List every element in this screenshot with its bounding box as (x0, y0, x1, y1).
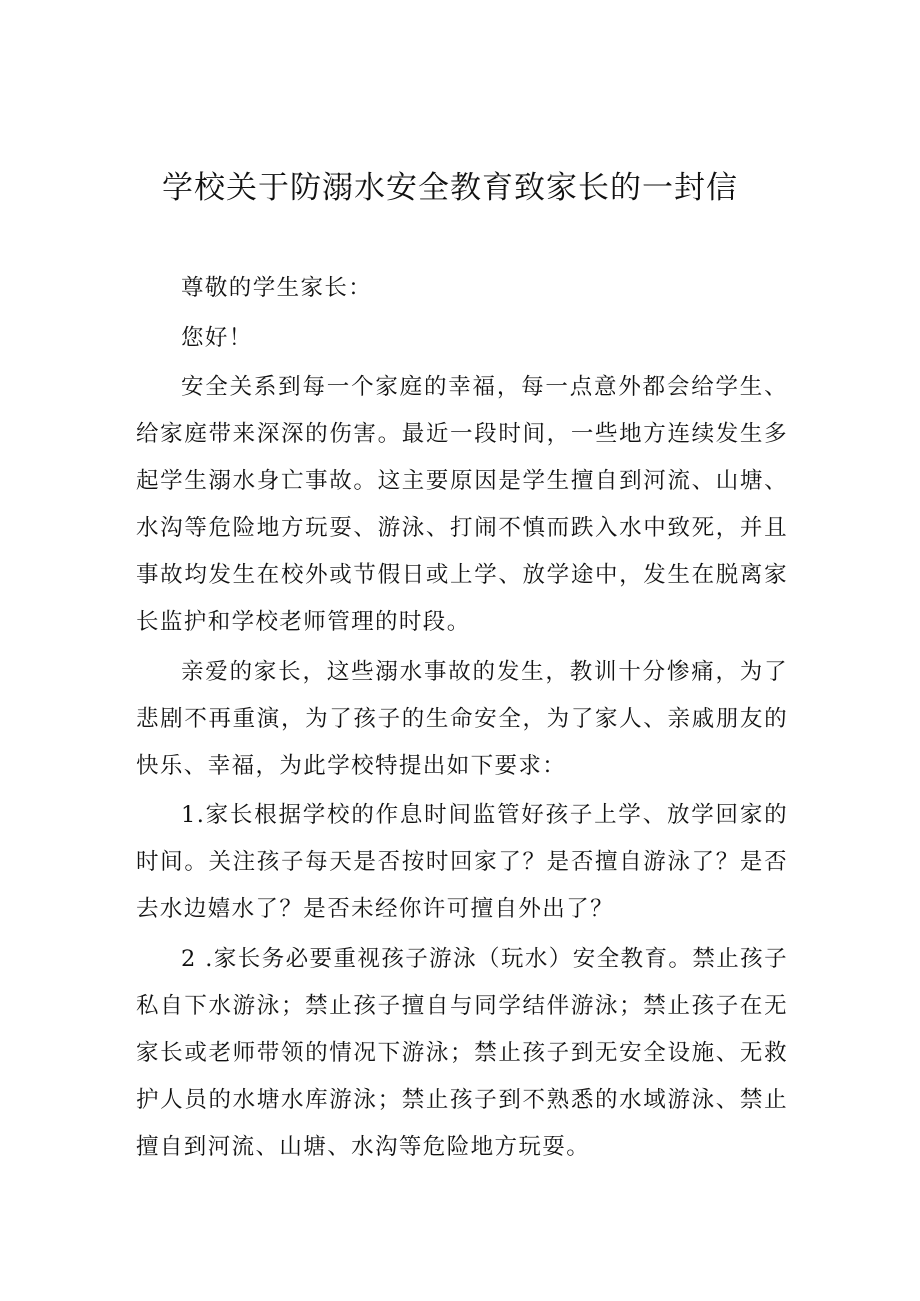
document-title: 学校关于防溺水安全教育致家长的一封信 (162, 170, 738, 206)
greeting: 您好！ (181, 324, 253, 351)
letter-body (136, 265, 788, 1173)
salutation: 尊敬的学生家长： (181, 275, 373, 301)
paragraph-intro: 安全关系到每一个家庭的幸福，每一点意外都会给学生、给家庭带来深深的伤害。最近一段时间，一些地方连续发生多起学生溺水身亡事故。这主要原因是学生擅自到河流、山塘、水沟等危险地方玩耍、游泳、打闹不慎而跌入水中致死，并且事故均发生在校外或节假日或上学、放学途中，发生在脱离家长监护和学校老师管理的时段。 (136, 374, 788, 635)
paragraph-appeal: 亲爱的家长，这些溺水事故的发生，教训十分惨痛，为了悲剧不再重演，为了孩子的生命安全，为了家人、亲戚朋友的快乐、幸福，为此学校特提出如下要求： (136, 658, 788, 779)
paragraph-requirement-2: 2 .家长务必要重视孩子游泳（玩水）安全教育。禁止孩子私自下水游泳；禁止孩子擅自与同学结伴游泳；禁止孩子在无家长或老师带领的情况下游泳；禁止孩子到无安全设施、无救护人员的水塘水库游泳；禁止孩子到不熟悉的水域游泳、禁止擅自到河流、山塘、水沟等危险地方玩耍。 (136, 945, 788, 1160)
paragraph-requirement-1: 1.家长根据学校的作息时间监管好孩子上学、放学回家的时间。关注孩子每天是否按时回家了？是否擅自游泳了？是否去水边嬉水了？是否未经你许可擅自外出了？ (136, 802, 788, 922)
